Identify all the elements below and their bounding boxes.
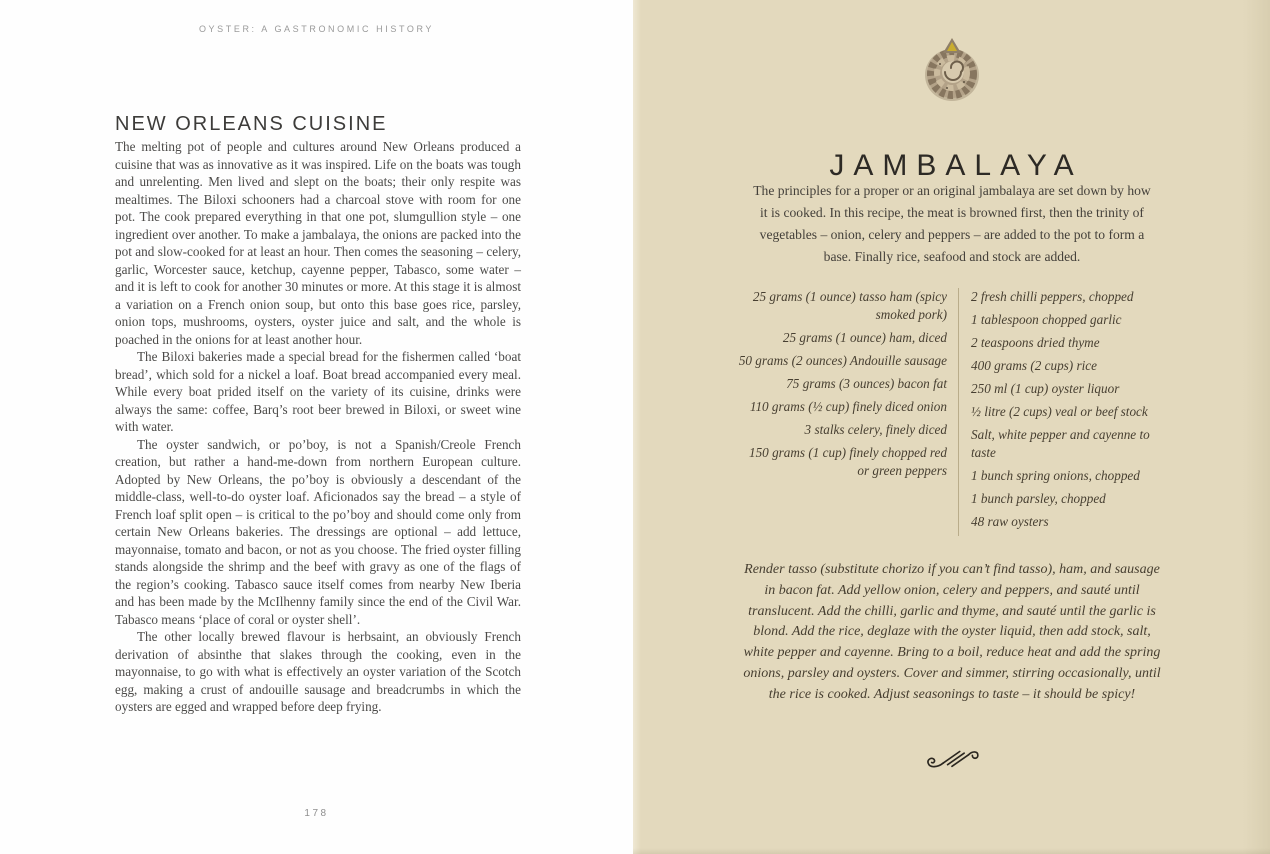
ingredient-item: 400 grams (2 cups) rice [971, 358, 1097, 373]
ingredient-item: 150 grams (1 cup) finely chopped red or green peppers [748, 445, 947, 478]
running-head: OYSTER: A GASTRONOMIC HISTORY [198, 24, 435, 34]
ingredient-item: Salt, white pepper and cayenne to taste [971, 427, 1150, 460]
ingredient-item: 3 stalks celery, finely diced [804, 422, 947, 437]
ingredient-item: ½ litre (2 cups) veal or beef stock [971, 404, 1148, 419]
body-text [115, 138, 521, 716]
right-page [633, 0, 1270, 854]
left-page [0, 0, 633, 854]
ingredients-column-right [959, 288, 1169, 536]
ingredient-item: 1 bunch parsley, chopped [971, 491, 1106, 506]
ingredient-item: 2 teaspoons dried thyme [971, 335, 1100, 350]
ingredient-item: 2 fresh chilli peppers, chopped [971, 289, 1134, 304]
recipe-intro: The principles for a proper or an original jambalaya are set down by how it is cooked. In this recipe, the meat is browned first, then the trinity of vegetables – onion, celery and peppers – are added to the pot to form a base. Finally rice, seafood and stock are added. [753, 183, 1151, 264]
recipe-title: JAMBALAYA [829, 148, 1083, 182]
ingredient-item: 75 grams (3 ounces) bacon fat [786, 376, 947, 391]
ingredient-item: 50 grams (2 ounces) Andouille sausage [738, 353, 947, 368]
oyster-illustration [920, 36, 984, 109]
ingredient-item: 48 raw oysters [971, 514, 1049, 529]
ingredient-item: 1 bunch spring onions, chopped [971, 468, 1140, 483]
ingredient-item: 250 ml (1 cup) oyster liquor [971, 381, 1120, 396]
ingredients-column-left [735, 288, 959, 536]
flourish-icon [919, 744, 985, 775]
ingredient-item: 110 grams (½ cup) finely diced onion [749, 399, 947, 414]
recipe-instructions: Render tasso (substitute chorizo if you can’t find tasso), ham, and sausage in bacon fat. Add yellow onion, celery and peppers, and sauté until translucent. Add the chilli, garlic and thyme, and sauté until the garlic is blond. Add the rice, deglaze with the oyster liquid, then add stock, salt, white pepper and cayenne. Bring to a boil, reduce heat and add the spring onions, parsley and oysters. Cover and simmer, stirring occasionally, until the rice is cooked. Adjust seasonings to taste – it should be spicy! [743, 562, 1161, 702]
oyster-shell-icon [920, 36, 984, 104]
ingredient-item: 1 tablespoon chopped garlic [971, 312, 1122, 327]
page-number: 178 [304, 808, 329, 819]
section-title: NEW ORLEANS CUISINE [115, 113, 388, 136]
body-paragraph: The oyster sandwich, or po’boy, is not a Spanish/Creole French creation, but rather a hand-me-down from northern European culture. Adopted by New Orleans, the po’boy is obviously a descendant of the middle-class, well-to-do oyster loaf. Aficionados say the bread – a style of French loaf split open – is critical to the po’boy and should come only from certain New Orleans bakeries. The dressings are optional – add lettuce, mayonnaise, tomato and bacon, or not as you choose. The fried oyster filling stands alongside the shrimp and the beef with gravy as one of the flags of the region’s cooking. Tabasco sauce itself comes from nearby New Iberia and has been made by the McIlhenny family since the end of the Civil War. Tabasco means ‘place of coral or oyster shell’. [115, 436, 521, 627]
ingredient-item: 25 grams (1 ounce) tasso ham (spicy smoked pork) [752, 289, 947, 322]
ingredient-item: 25 grams (1 ounce) ham, diced [782, 330, 947, 345]
body-paragraph: The Biloxi bakeries made a special bread for the fishermen called ‘boat bread’, which sold for a nickel a loaf. Boat bread accompanied every meal. While every boat prided itself on the variety of its cuisine, drinks were always the same: coffee, Barq’s root beer brewed in Biloxi, or sweet wine with water. [115, 349, 521, 434]
ingredients-list [735, 288, 1169, 536]
body-paragraph: The melting pot of people and cultures around New Orleans produced a cuisine that was as innovative as it was inspired. Life on the boats was tough and unrelenting. Men lived and slept on the boats; their only respite was mealtimes. The Biloxi schooners had a charcoal stove with room for one pot. The cook prepared everything in that one pot, slumgullion style – one ingredient over another. To make a jambalaya, the onions are packed into the pot and slow-cooked for at least an hour. Then comes the seasoning – celery, garlic, Worcester sauce, ketchup, cayenne pepper, Tabasco, some water – and it is left to cook for another 30 minutes or more. At this stage it is almost a variation on a French onion soup, but onto this base goes rice, parsley, onion tops, mushrooms, oysters, oyster juice and salt, and the whole is poached in the onions for at least another hour. [115, 139, 521, 347]
body-paragraph: The other locally brewed flavour is herbsaint, an obviously French derivation of absinthe that slakes through the cooking, even in the mayonnaise, to go with what is effectively an oyster variation of the Scotch egg, making a crust of andouille sausage and breadcrumbs in which the oysters are egged and wrapped before deep frying. [115, 629, 521, 714]
